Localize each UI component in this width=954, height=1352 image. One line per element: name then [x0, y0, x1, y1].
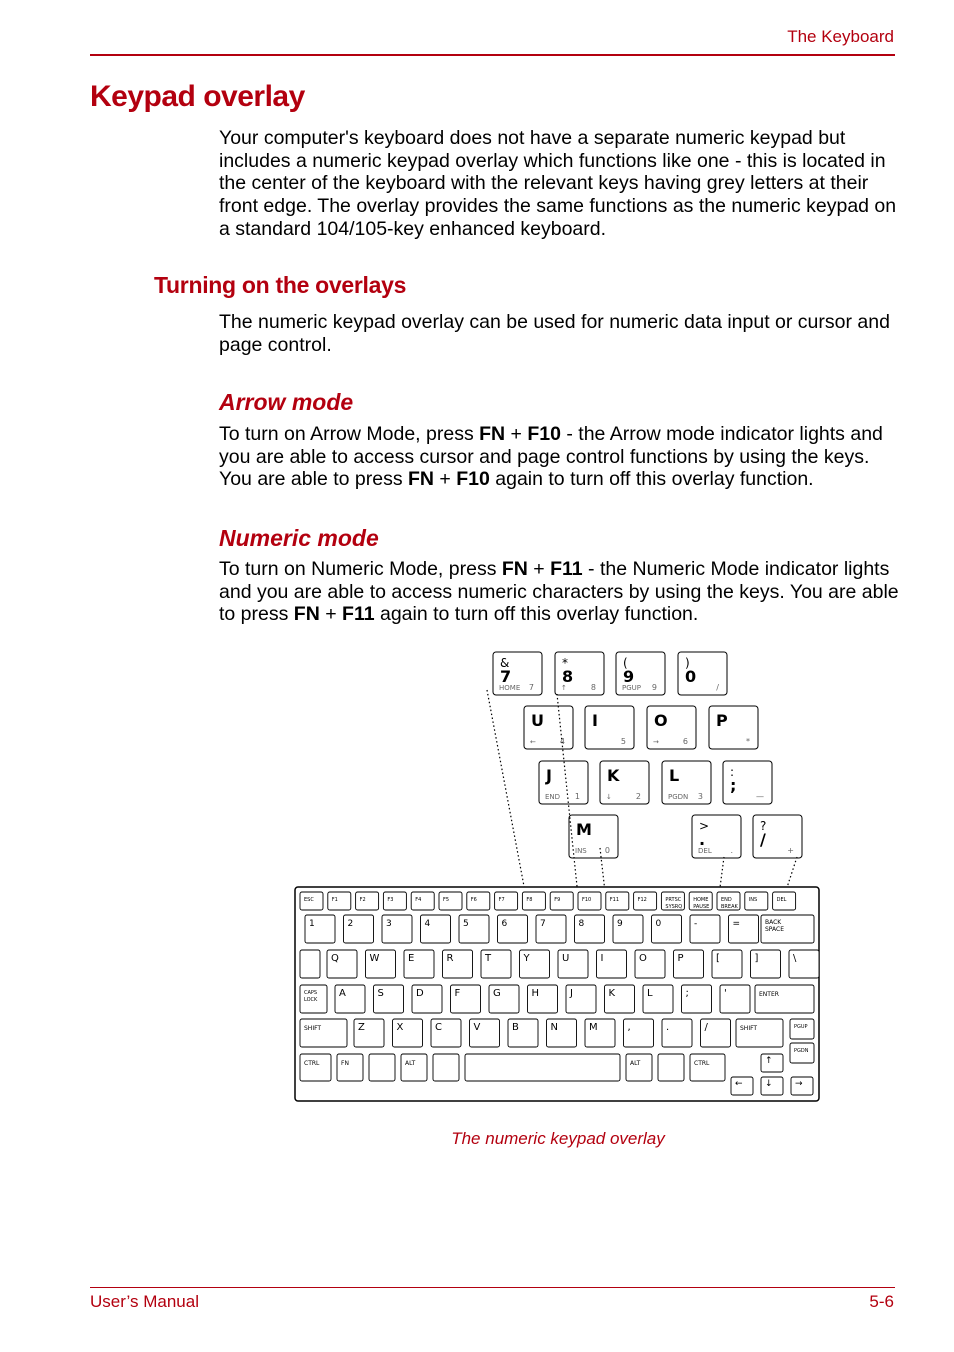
- zoom-key-shift-label: ?: [760, 819, 767, 833]
- zoom-key-numeric-label: 5: [620, 737, 626, 746]
- keyboard-key-label: PGUP: [794, 1024, 808, 1030]
- keyboard-key-label: M: [589, 1022, 598, 1033]
- keyboard-key-label: ,: [627, 1022, 631, 1033]
- zoom-key-shift-label: :: [730, 765, 735, 779]
- keyboard-key-label: ←: [735, 1079, 743, 1089]
- keyboard-key-label: B: [512, 1022, 519, 1033]
- keyboard-key-label: X: [396, 1022, 404, 1033]
- keyboard-key-label: 3: [386, 919, 392, 929]
- zoom-key-main-label: I: [592, 711, 598, 730]
- zoom-key-main-label: L: [669, 766, 680, 785]
- keyboard-key: [401, 1054, 427, 1081]
- keyboard-key-label: V: [473, 1022, 481, 1033]
- keyboard-key-label: F12: [637, 897, 647, 903]
- keyboard-key-label: Z: [358, 1022, 365, 1033]
- zoom-key-overlay-label: HOME: [499, 684, 521, 692]
- zoom-key-main-label: J: [546, 766, 552, 785]
- keyboard-key-label: F11: [609, 897, 620, 903]
- footer-rule: [90, 1287, 895, 1288]
- footer-page-number: 5-6: [869, 1292, 894, 1311]
- keyboard-key-label: SPACE: [765, 926, 785, 933]
- zoom-key-shift-label: ): [685, 656, 690, 670]
- keyboard-key-label: ↑: [765, 1056, 773, 1066]
- keyboard-key-label: CTRL: [304, 1060, 320, 1067]
- keyboard-key-label: ↓: [765, 1079, 773, 1089]
- keyboard-key-label: F8: [526, 897, 533, 903]
- keyboard-key-label: →: [795, 1079, 803, 1089]
- zoom-key-main-label: 0: [685, 667, 697, 686]
- keyboard-key-label: D: [416, 988, 424, 999]
- zoom-key-numeric-label: 9: [651, 683, 657, 692]
- zoom-key-numeric-label: 0: [604, 846, 610, 855]
- zoom-key-overlay-label: PGUP: [622, 684, 641, 692]
- keyboard-key-label: E: [408, 953, 415, 964]
- zoom-key-overlay-label: ↓: [606, 793, 612, 801]
- keyboard-key-label: 9: [617, 919, 623, 929]
- zoom-key-numeric-label: 4: [559, 737, 565, 746]
- keyboard-key-label: END: [721, 897, 732, 903]
- keyboard-key-label: A: [339, 988, 346, 999]
- zoom-key-numeric-label: *: [746, 737, 750, 746]
- keyboard-key: [658, 1054, 684, 1081]
- keyboard-key-label: F: [454, 988, 461, 999]
- zoom-key-main-label: P: [716, 711, 728, 730]
- keyboard-key-label: F6: [470, 897, 477, 903]
- zoom-key-shift-label: (: [623, 656, 628, 670]
- zoom-key-shift-label: *: [562, 656, 568, 670]
- keyboard-key: [300, 1019, 347, 1047]
- zoom-key-main-label: .: [699, 830, 706, 849]
- keyboard-key-label: ': [724, 988, 727, 999]
- keyboard-key-label: P: [677, 953, 684, 964]
- keyboard-key-label: BACK: [765, 919, 782, 926]
- keyboard-key-label: [: [716, 953, 720, 964]
- keyboard-key-label: =: [732, 919, 741, 929]
- page-title: Keypad overlay: [90, 80, 305, 113]
- zoom-key-numeric-label: 2: [635, 792, 641, 801]
- keyboard-key-label: \: [793, 953, 797, 964]
- zoom-key-main-label: 9: [623, 667, 635, 686]
- zoom-key-main-label: 7: [500, 667, 512, 686]
- keyboard-key-label: F1: [331, 897, 338, 903]
- zoom-key-numeric-label: 1: [574, 792, 580, 801]
- zoom-key-shift-label: &: [500, 656, 510, 670]
- section-paragraph: The numeric keypad overlay can be used for numeric data input or cursor and page control.: [219, 311, 890, 356]
- zoom-key-main-label: /: [760, 830, 766, 849]
- keyboard-key-label: LOCK: [304, 997, 318, 1003]
- keyboard-key-label: 8: [578, 919, 585, 929]
- zoom-key-main-label: M: [576, 820, 592, 839]
- zoom-key-numeric-label: +: [787, 846, 794, 855]
- keyboard-key-label: L: [647, 988, 653, 999]
- keyboard-key-label: F5: [443, 897, 450, 903]
- zoom-key-numeric-label: —: [756, 792, 764, 801]
- keyboard-key-label: 7: [540, 919, 546, 929]
- arrow-mode-heading: Arrow mode: [219, 389, 354, 415]
- keyboard-key-label: 4: [424, 919, 431, 929]
- windows-key: [369, 1054, 395, 1081]
- intro-paragraph: Your computer's keyboard does not have a separate numeric keypad but includes a numeric keypad overlay which functions like one - this is located in the center of the keyboard with the relevant keys having grey letters at their front edge. The overlay provides the same functions as the numeric keypad on a standard 104/105-key enhanced keyboard.: [219, 127, 897, 240]
- keyboard-key-label: PAUSE: [693, 904, 710, 910]
- keyboard-key-label: C: [435, 1022, 442, 1033]
- keyboard-key-label: ;: [685, 988, 689, 999]
- zoom-key-numeric-label: 7: [528, 683, 534, 692]
- keyboard-key-label: 1: [309, 919, 315, 929]
- zoom-key-numeric-label: .: [730, 846, 733, 855]
- keyboard-key: [626, 1054, 652, 1081]
- keyboard-key: [300, 950, 320, 978]
- keyboard-key: [690, 1054, 725, 1081]
- keyboard-key-label: 5: [463, 919, 469, 929]
- zoom-key-numeric-label: 8: [590, 683, 596, 692]
- keyboard-key-label: DEL: [776, 897, 787, 903]
- spacebar: [465, 1054, 620, 1081]
- keyboard-key-label: /: [704, 1022, 708, 1033]
- keyboard-key-label: O: [639, 953, 647, 964]
- keyboard-key-label: G: [493, 988, 501, 999]
- keyboard-key-label: K: [608, 988, 616, 999]
- keyboard-key-label: W: [369, 953, 380, 964]
- figure-caption: The numeric keypad overlay: [451, 1129, 665, 1148]
- numeric-mode-paragraph: To turn on Numeric Mode, press FN + F11 - the Numeric Mode indicator lights and you are able to access numeric characters by using the keys. You are able to press FN + F11 again to turn off this overlay function.: [219, 558, 899, 626]
- keyboard-key-label: HOME: [693, 897, 709, 903]
- keyboard-key-label: PRTSC: [665, 897, 682, 903]
- keyboard-key-label: Q: [331, 953, 339, 964]
- keyboard-key-label: F7: [498, 897, 505, 903]
- keyboard-key-label: N: [550, 1022, 558, 1033]
- keyboard-key-label: 0: [655, 919, 662, 929]
- keyboard-key-label: INS: [748, 897, 758, 903]
- zoom-key-numeric-label: 3: [697, 792, 703, 801]
- keyboard-key-label: S: [377, 988, 384, 999]
- keyboard-key-label: CAPS: [304, 990, 318, 996]
- keyboard-key-label: .: [666, 1022, 670, 1033]
- zoom-key-numeric-label: 6: [682, 737, 688, 746]
- zoom-key-overlay-label: INS: [575, 847, 587, 855]
- keyboard-key-label: ALT: [630, 1060, 641, 1067]
- keyboard-key-label: F3: [387, 897, 394, 903]
- keyboard-key-label: SYSRQ: [665, 904, 683, 910]
- zoom-key-main-label: ;: [730, 776, 737, 795]
- keyboard-key-label: U: [562, 953, 570, 964]
- keyboard-key-label: F9: [554, 897, 561, 903]
- keyboard-key-label: R: [446, 953, 454, 964]
- section-heading: Turning on the overlays: [154, 272, 407, 298]
- keyboard-key: [736, 1019, 783, 1047]
- keyboard-key: [337, 1054, 363, 1081]
- keyboard-key-label: F4: [415, 897, 422, 903]
- zoom-key-numeric-label: /: [716, 683, 719, 692]
- numeric-mode-heading: Numeric mode: [219, 525, 379, 551]
- zoom-key-overlay-label: END: [545, 793, 561, 801]
- keyboard-key-label: F2: [359, 897, 366, 903]
- keyboard-key-label: ALT: [405, 1060, 416, 1067]
- keyboard-key-label: ]: [754, 953, 759, 964]
- keyboard-key-label: PGDN: [794, 1048, 809, 1054]
- keyboard-key-label: -: [694, 919, 698, 929]
- keyboard-key: [433, 1054, 459, 1081]
- keyboard-key-label: ESC: [304, 897, 314, 903]
- arrow-mode-paragraph: To turn on Arrow Mode, press FN + F10 - the Arrow mode indicator lights and you are able to access cursor and page control functions by using the keys. You are able to press FN + F10 again to turn off this overlay function.: [219, 423, 883, 491]
- keyboard-key-label: BREAK: [721, 904, 738, 910]
- keyboard-key-label: ENTER: [759, 991, 779, 998]
- keyboard-key-label: 6: [501, 919, 508, 929]
- zoom-key-overlay-label: ↑: [561, 684, 567, 692]
- keyboard-key-label: 2: [347, 919, 354, 929]
- keyboard-key-label: SHIFT: [740, 1025, 758, 1032]
- zoom-key-overlay-label: DEL: [698, 847, 712, 855]
- keyboard-key-label: SHIFT: [304, 1025, 322, 1032]
- keyboard-key-label: Y: [523, 953, 530, 964]
- zoom-key-overlay-label: PGDN: [668, 793, 689, 801]
- keyboard-key: [300, 1054, 331, 1081]
- keyboard-key-label: J: [570, 988, 573, 999]
- zoom-key-main-label: K: [607, 766, 620, 785]
- footer-manual-label: User’s Manual: [90, 1292, 199, 1311]
- zoom-key-overlay-label: ←: [530, 738, 536, 746]
- keyboard-key-label: T: [485, 953, 492, 964]
- zoom-key-main-label: 8: [562, 667, 574, 686]
- zoom-key-overlay-label: →: [653, 738, 659, 746]
- zoom-key-main-label: O: [654, 711, 668, 730]
- keyboard-key-label: CTRL: [694, 1060, 710, 1067]
- keyboard-key-label: FN: [341, 1060, 349, 1067]
- keyboard-key-label: I: [600, 953, 604, 964]
- keyboard-key-label: F10: [582, 897, 592, 903]
- zoom-key-shift-label: >: [699, 819, 710, 833]
- zoom-key-main-label: U: [531, 711, 544, 730]
- keyboard-key: [755, 985, 814, 1013]
- keyboard-key-label: H: [531, 988, 540, 999]
- running-header: The Keyboard: [787, 27, 894, 46]
